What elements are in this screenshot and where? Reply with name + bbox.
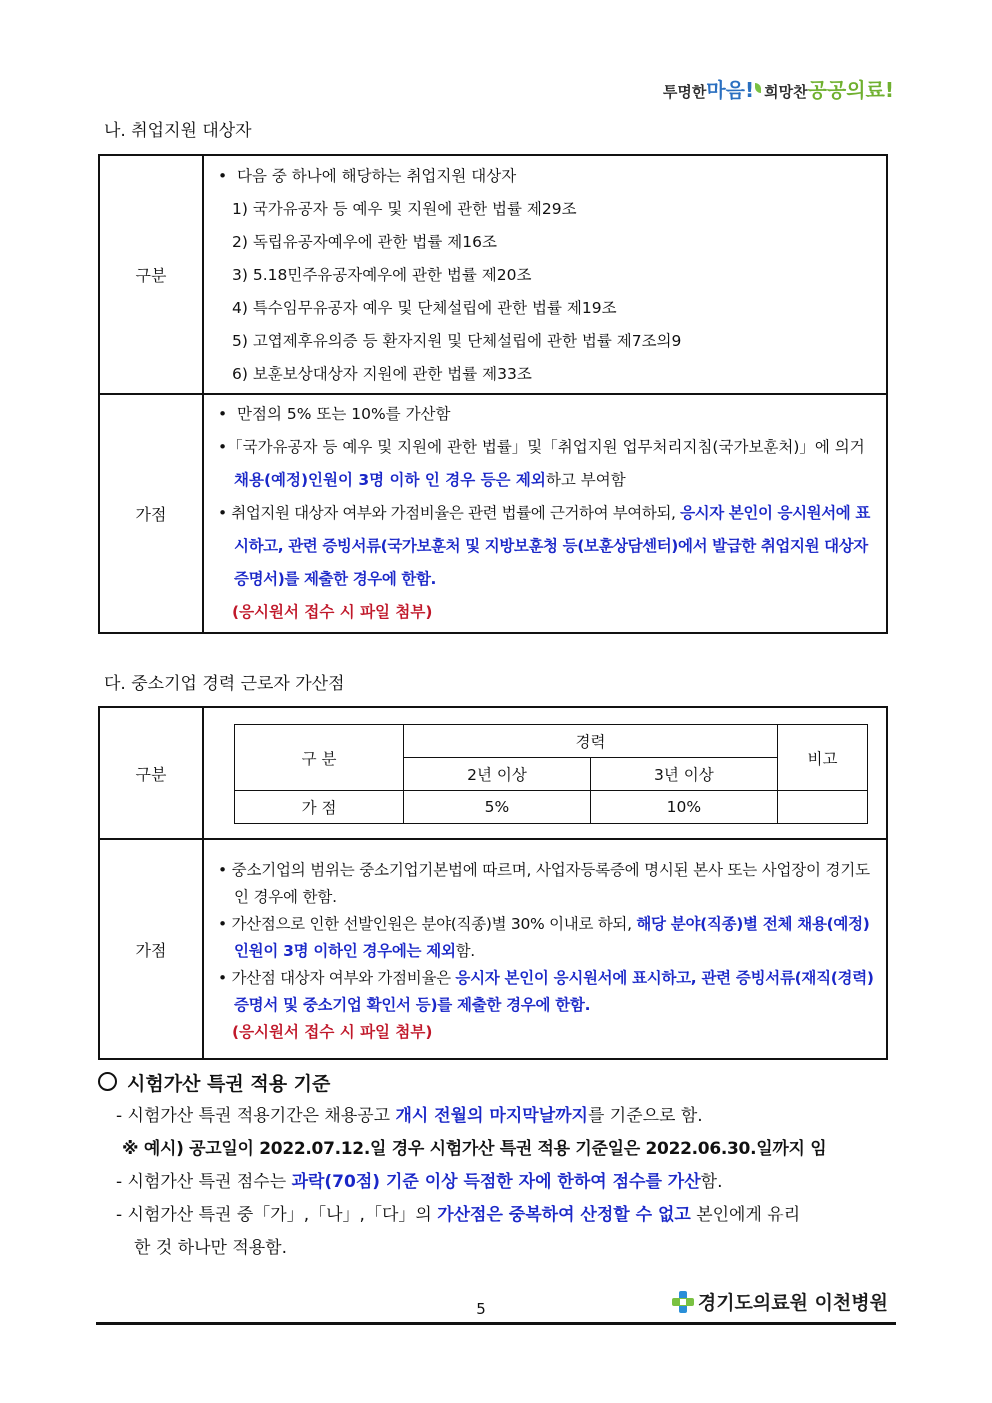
criteria-text: - 시험가산 특권 중「가」,「나」,「다」의	[116, 1205, 438, 1225]
criteria-line: 한 것 하나만 적용함.	[134, 1238, 287, 1258]
header-gubun: 구 분	[235, 725, 404, 791]
section-da-title: 다. 중소기업 경력 근로자 가산점	[104, 674, 345, 694]
table-row	[99, 839, 887, 1059]
header-slogan	[663, 74, 894, 103]
list-item: 6) 보훈보상대상자 지원에 관한 법률 제33조	[232, 365, 532, 383]
career-points-table	[234, 724, 868, 824]
row-label: 가점	[99, 394, 203, 633]
criteria-line	[96, 1199, 896, 1232]
list-item: • 가산점 대상자 여부와 가점비율은 응시자 본인이 응시원서에 표시하고, 관련 증빙서류(재직(경력)증명서 및 중소기업 확인서 등)를 제출한 경우에 한함.	[218, 968, 874, 1014]
section-da-table	[98, 706, 888, 1060]
row-content	[203, 707, 887, 839]
emphasis-text: 응시자 본인이 응시원서에 표시하고, 관련 증빙서류(재직(경력)증명서 및 중소기업 확인서 등)를 제출한 경우에 한함.	[234, 968, 874, 1014]
bullet-text: 가산점 대상자 여부와 가점비율은	[231, 968, 456, 987]
criteria-text: 본인에게 유리	[690, 1205, 801, 1225]
table-row	[99, 394, 887, 633]
slogan-text-1: 투명한	[662, 83, 707, 101]
list-item: •「국가유공자 등 예우 및 지원에 관한 법률」및「취업지원 업무처리지침(국가보훈처)」에 의거 채용(예정)인원이 3명 이하 인 경우 등은 제외하고 부여함	[218, 438, 865, 489]
row-label-points: 가 점	[235, 791, 404, 824]
emphasis-text: 과락(70점) 기준 이상 득점한 자에 한하여 점수를 가산	[291, 1172, 701, 1192]
footer-logo	[672, 1288, 888, 1315]
criteria-text: - 시험가산 특권 점수는	[116, 1172, 292, 1192]
bullet-text: 함.	[455, 941, 475, 960]
cell-5pct: 5%	[404, 791, 591, 824]
slogan-text-3: 희망찬	[764, 83, 808, 101]
bullet-text: 중소기업의 범위는 중소기업기본법에 따르며, 사업자등록증에 명시된 본사 또는 사업장이 경기도인 경우에 한함.	[231, 860, 870, 906]
header-bigo: 비고	[777, 725, 867, 791]
section-na-title: 나. 취업지원 대상자	[104, 121, 252, 141]
row-content	[203, 394, 887, 633]
leaf-icon	[755, 83, 761, 93]
slogan-text-4: 공공의료!	[807, 78, 894, 102]
list-item: 3) 5.18민주유공자예우에 관한 법률 제20조	[232, 266, 532, 284]
list-item: 4) 특수임무유공자 예우 및 단체설립에 관한 법률 제19조	[232, 299, 617, 317]
circle-icon	[98, 1072, 117, 1091]
bullet-text: 「국가유공자 등 예우 및 지원에 관한 법률」및「취업지원 업무처리지침(국가보훈처)」에 의거	[227, 438, 865, 456]
criteria-title-text: 시험가산 특권 적용 기준	[127, 1073, 331, 1095]
list-item: • 만점의 5% 또는 10%를 가산함	[218, 405, 451, 423]
cell-bigo	[777, 791, 867, 824]
header-3y: 3년 이상	[590, 758, 777, 791]
criteria-text: 를 기준으로 함.	[587, 1106, 703, 1126]
criteria-text: - 시험가산 특권 적용기간은 채용공고	[116, 1106, 396, 1126]
intro-text: 다음 중 하나에 해당하는 취업지원 대상자	[237, 167, 517, 185]
header-career: 경력	[404, 725, 778, 758]
hospital-cross-icon	[672, 1291, 694, 1313]
section-na-table	[98, 154, 888, 634]
attach-note: (응시원서 접수 시 파일 첨부)	[232, 603, 433, 621]
table-row	[235, 791, 868, 824]
bullet-text: 가산점으로 인한 선발인원은 분야(직종)별 30% 이내로 하되,	[231, 914, 637, 933]
list-item: 1) 국가유공자 등 예우 및 지원에 관한 법률 제29조	[232, 200, 577, 218]
criteria-title	[96, 1068, 896, 1100]
criteria-line	[96, 1100, 896, 1133]
row-label: 가점	[99, 839, 203, 1059]
row-content	[203, 155, 887, 394]
table-row	[99, 155, 887, 394]
list-item: • 취업지원 대상자 여부와 가점비율은 관련 법률에 근거하여 부여하되, 응시자 본인이 응시원서에 표시하고, 관련 증빙서류(국가보훈처 및 지방보훈청 등(보훈상담센터)에서 발급한 취업지원 대상자 증명서)를 제출한 경우에 한함.	[218, 504, 870, 588]
list-item: 2) 독립유공자예우에 관한 법률 제16조	[232, 233, 497, 251]
footer-divider	[96, 1322, 896, 1325]
emphasis-text: 채용(예정)인원이 3명 이하 인 경우 등은 제외	[234, 471, 546, 489]
list-item: • 중소기업의 범위는 중소기업기본법에 따르며, 사업자등록증에 명시된 본사 또는 사업장이 경기도인 경우에 한함.	[218, 860, 870, 906]
emphasis-text: 개시 전월의 마지막날까지	[395, 1106, 588, 1126]
cell-10pct: 10%	[590, 791, 777, 824]
row-label: 구분	[99, 155, 203, 394]
list-item: • 다음 중 하나에 해당하는 취업지원 대상자	[218, 167, 517, 185]
list-item: • 가산점으로 인한 선발인원은 분야(직종)별 30% 이내로 하되, 해당 분야(직종)별 전체 채용(예정)인원이 3명 이하인 경우에는 제외함.	[218, 914, 870, 960]
attach-note: (응시원서 접수 시 파일 첨부)	[232, 1022, 433, 1041]
header-2y: 2년 이상	[404, 758, 591, 791]
criteria-text: 함.	[700, 1172, 723, 1192]
list-item: 5) 고엽제후유의증 등 환자지원 및 단체설립에 관한 법률 제7조의9	[232, 332, 682, 350]
row-content	[203, 839, 887, 1059]
emphasis-text: 해당 분야(직종)별 전체 채용(예정)인원이 3명 이하인 경우에는 제외	[234, 914, 870, 960]
bullet-text: 하고 부여함	[545, 471, 626, 489]
bullet-text: 취업지원 대상자 여부와 가점비율은 관련 법률에 근거하여 부여하되,	[231, 504, 681, 522]
emphasis-text: 응시자 본인이 응시원서에 표시하고, 관련 증빙서류(국가보훈처 및 지방보훈청 등(보훈상담센터)에서 발급한 취업지원 대상자 증명서)를 제출한 경우에 한함.	[234, 504, 870, 588]
criteria-section	[96, 1068, 896, 1265]
criteria-example: ※ 예시) 공고일이 2022.07.12.일 경우 시험가산 특권 적용 기준일은 2022.06.30.일까지 임	[122, 1139, 827, 1159]
table-row	[99, 707, 887, 839]
criteria-line	[96, 1166, 896, 1199]
row-label: 구분	[99, 707, 203, 839]
slogan-text-2: 마음!	[706, 78, 755, 102]
page-number: 5	[476, 1300, 486, 1318]
org-name: 경기도의료원 이천병원	[697, 1292, 888, 1314]
bullet-text: 만점의 5% 또는 10%를 가산함	[237, 405, 451, 423]
emphasis-text: 가산점은 중복하여 산정할 수 없고	[437, 1205, 691, 1225]
